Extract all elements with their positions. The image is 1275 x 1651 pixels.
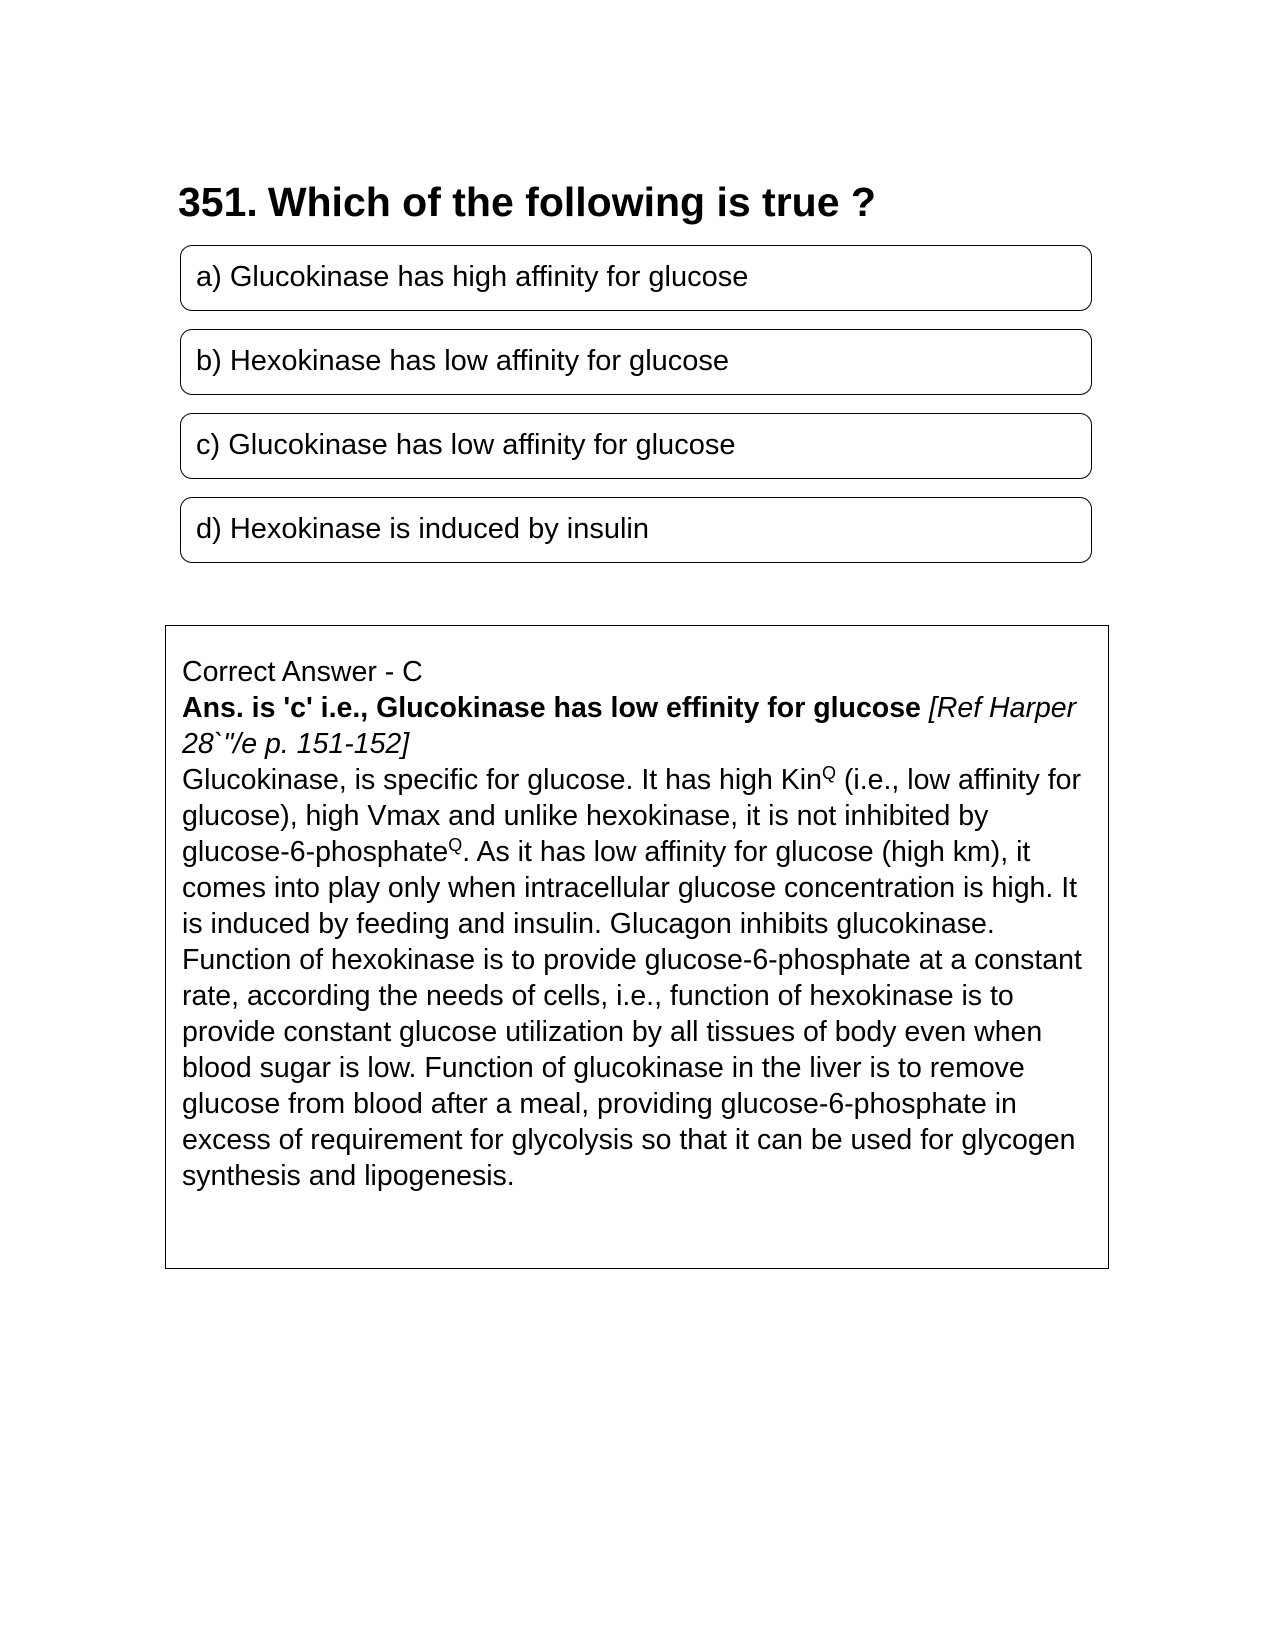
answer-reference: [Ref Harper 28`"/e p. 151-152] [182,692,1077,760]
question-number: 351. [178,179,258,225]
option-a[interactable]: a) Glucokinase has high affinity for glucose [180,245,1092,311]
para1-part-c: . As it has low affinity for glucose (high km), it comes into play only when intracellular glucose concentration is high. It is induced by feeding and insulin. Glucagon inhibits glucokinase. [182,836,1078,940]
para1-part-b: (i.e., low affinity for glucose), high Vmax and unlike hexokinase, it is not inhibited by glucose-6-phosphate [182,764,1081,868]
explanation-paragraph-2: Function of hexokinase is to provide glucose-6-phosphate at a constant rate, according the needs of cells, i.e., function of hexokinase is to provide constant glucose utilization by all tissues of body even when blood sugar is low. Function of glucokinase in the liver is to remove glucose from blood after a meal, providing glucose-6-phosphate in excess of requirement for glycolysis so that it can be used for glycogen synthesis and lipogenesis. [182,944,1082,1192]
option-d[interactable]: d) Hexokinase is induced by insulin [180,497,1092,563]
superscript-q-2: Q [448,835,463,855]
option-c[interactable]: c) Glucokinase has low affinity for glucose [180,413,1092,479]
answer-statement [182,690,1094,762]
correct-answer-line: Correct Answer - C [182,656,423,688]
option-b[interactable]: b) Hexokinase has low affinity for glucose [180,329,1092,395]
question-text: Which of the following is true ? [267,179,876,225]
para1-part-a: Glucokinase, is specific for glucose. It has high Kin [182,764,822,796]
explanation-paragraph-1 [182,762,1094,942]
question-title [178,177,876,227]
superscript-q-1: Q [821,763,836,783]
answer-bold-text: Ans. is 'c' i.e., Glucokinase has low effinity for glucose [182,692,921,724]
answer-explanation-box [165,625,1109,1269]
